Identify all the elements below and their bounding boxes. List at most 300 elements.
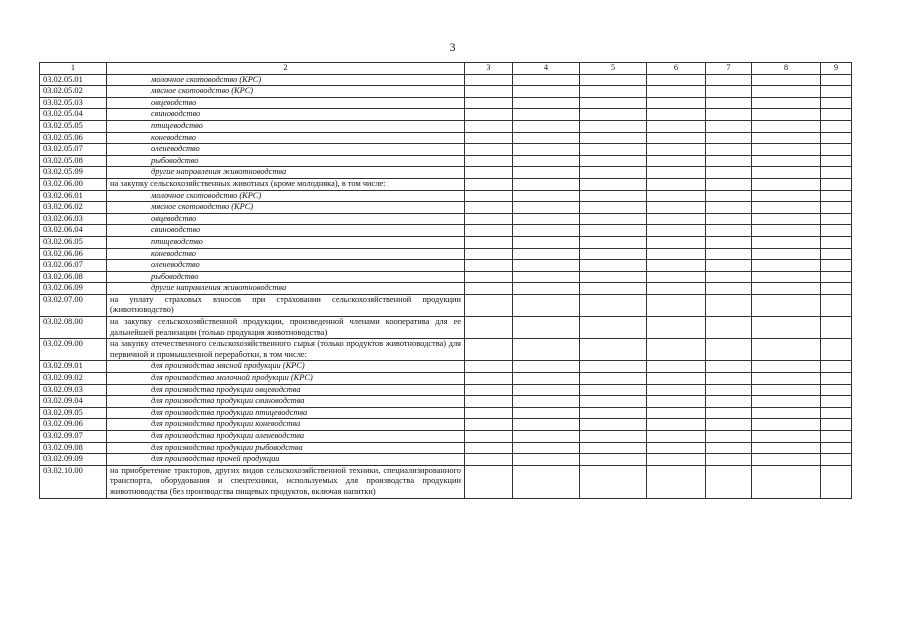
value-cell (647, 396, 706, 408)
table-row (40, 213, 852, 225)
value-cell (821, 190, 852, 202)
row-code: 03.02.05.06 (40, 132, 107, 144)
value-cell (580, 190, 647, 202)
value-cell (821, 213, 852, 225)
value-cell (752, 202, 821, 214)
value-cell (821, 109, 852, 121)
value-cell (513, 407, 580, 419)
value-cell (465, 86, 513, 98)
row-name: коневодство (107, 132, 465, 144)
row-code: 03.02.06.02 (40, 202, 107, 214)
value-cell (706, 225, 752, 237)
column-header: 3 (465, 63, 513, 75)
value-cell (513, 454, 580, 466)
value-cell (647, 419, 706, 431)
row-code: 03.02.09.09 (40, 454, 107, 466)
value-cell (821, 396, 852, 408)
column-header: 5 (580, 63, 647, 75)
value-cell (821, 74, 852, 86)
report-table (39, 62, 852, 499)
row-code: 03.02.09.05 (40, 407, 107, 419)
value-cell (706, 155, 752, 167)
row-name: другие направления животноводства (107, 283, 465, 295)
row-name: для производства продукции свиноводства (107, 396, 465, 408)
table-row (40, 373, 852, 385)
value-cell (513, 384, 580, 396)
row-code: 03.02.05.03 (40, 97, 107, 109)
page-number: 3 (449, 40, 456, 54)
row-code: 03.02.10.00 (40, 465, 107, 498)
table-row (40, 454, 852, 466)
value-cell (513, 283, 580, 295)
value-cell (706, 190, 752, 202)
value-cell (580, 109, 647, 121)
value-cell (821, 97, 852, 109)
row-code: 03.02.09.06 (40, 419, 107, 431)
value-cell (513, 74, 580, 86)
row-code: 03.02.05.09 (40, 167, 107, 179)
value-cell (752, 109, 821, 121)
value-cell (706, 283, 752, 295)
value-cell (580, 86, 647, 98)
row-code: 03.02.05.05 (40, 120, 107, 132)
row-code: 03.02.08.00 (40, 317, 107, 339)
row-code: 03.02.05.08 (40, 155, 107, 167)
row-name: рыбоводство (107, 155, 465, 167)
value-cell (580, 202, 647, 214)
table-row (40, 407, 852, 419)
value-cell (752, 132, 821, 144)
table-row (40, 167, 852, 179)
column-header: 1 (40, 63, 107, 75)
table-row (40, 190, 852, 202)
value-cell (647, 384, 706, 396)
value-cell (706, 167, 752, 179)
column-header: 7 (706, 63, 752, 75)
value-cell (821, 294, 852, 316)
value-cell (821, 419, 852, 431)
value-cell (465, 339, 513, 361)
value-cell (752, 271, 821, 283)
value-cell (752, 260, 821, 272)
value-cell (706, 396, 752, 408)
table-row (40, 271, 852, 283)
value-cell (706, 236, 752, 248)
value-cell (706, 202, 752, 214)
value-cell (752, 225, 821, 237)
value-cell (513, 144, 580, 156)
value-cell (821, 225, 852, 237)
value-cell (752, 339, 821, 361)
column-header: 6 (647, 63, 706, 75)
value-cell (465, 132, 513, 144)
value-cell (706, 260, 752, 272)
value-cell (513, 109, 580, 121)
value-cell (821, 407, 852, 419)
value-cell (752, 167, 821, 179)
table-body (40, 74, 852, 498)
row-name: для производства прочей продукции (107, 454, 465, 466)
value-cell (821, 132, 852, 144)
table-row (40, 317, 852, 339)
value-cell (706, 431, 752, 443)
table-row (40, 120, 852, 132)
value-cell (821, 465, 852, 498)
column-header: 8 (752, 63, 821, 75)
value-cell (706, 407, 752, 419)
value-cell (706, 465, 752, 498)
value-cell (821, 236, 852, 248)
value-cell (706, 86, 752, 98)
value-cell (580, 144, 647, 156)
value-cell (647, 465, 706, 498)
value-cell (752, 236, 821, 248)
row-name: оленеводство (107, 260, 465, 272)
value-cell (513, 294, 580, 316)
value-cell (706, 271, 752, 283)
row-name: для производства молочной продукции (КРС) (107, 373, 465, 385)
table-row (40, 132, 852, 144)
value-cell (580, 74, 647, 86)
table-row (40, 144, 852, 156)
value-cell (647, 454, 706, 466)
value-cell (580, 294, 647, 316)
value-cell (647, 155, 706, 167)
value-cell (580, 442, 647, 454)
value-cell (821, 260, 852, 272)
row-name: овцеводство (107, 97, 465, 109)
row-name: молочное скотоводство (КРС) (107, 74, 465, 86)
value-cell (465, 109, 513, 121)
value-cell (465, 373, 513, 385)
value-cell (465, 260, 513, 272)
table-row (40, 202, 852, 214)
value-cell (647, 294, 706, 316)
value-cell (580, 317, 647, 339)
value-cell (752, 97, 821, 109)
value-cell (821, 431, 852, 443)
row-name: на закупку сельскохозяйственной продукции, произведенной членами кооператива для ее дальнейшей реализации (только продукция животноводства) (107, 317, 465, 339)
value-cell (821, 339, 852, 361)
table-row (40, 225, 852, 237)
value-cell (513, 236, 580, 248)
value-cell (513, 97, 580, 109)
value-cell (580, 407, 647, 419)
row-name: молочное скотоводство (КРС) (107, 190, 465, 202)
table-row (40, 465, 852, 498)
table-row (40, 109, 852, 121)
value-cell (465, 419, 513, 431)
row-code: 03.02.09.00 (40, 339, 107, 361)
value-cell (465, 248, 513, 260)
row-code: 03.02.09.03 (40, 384, 107, 396)
value-cell (513, 167, 580, 179)
value-cell (821, 361, 852, 373)
row-code: 03.02.06.07 (40, 260, 107, 272)
table-row (40, 361, 852, 373)
value-cell (647, 97, 706, 109)
value-cell (580, 213, 647, 225)
value-cell (647, 120, 706, 132)
value-cell (465, 236, 513, 248)
value-cell (647, 442, 706, 454)
row-name: птицеводство (107, 120, 465, 132)
row-code: 03.02.09.08 (40, 442, 107, 454)
value-cell (513, 419, 580, 431)
value-cell (580, 225, 647, 237)
value-cell (821, 373, 852, 385)
value-cell (513, 271, 580, 283)
value-cell (647, 167, 706, 179)
row-name: коневодство (107, 248, 465, 260)
value-cell (580, 465, 647, 498)
value-cell (706, 97, 752, 109)
row-code: 03.02.06.06 (40, 248, 107, 260)
table-row (40, 419, 852, 431)
value-cell (706, 74, 752, 86)
value-cell (821, 144, 852, 156)
row-name: овцеводство (107, 213, 465, 225)
value-cell (752, 155, 821, 167)
value-cell (580, 120, 647, 132)
value-cell (821, 454, 852, 466)
value-cell (706, 373, 752, 385)
row-code: 03.02.06.08 (40, 271, 107, 283)
row-code: 03.02.06.04 (40, 225, 107, 237)
table-row (40, 294, 852, 316)
value-cell (752, 74, 821, 86)
value-cell (465, 431, 513, 443)
value-cell (821, 86, 852, 98)
column-header: 4 (513, 63, 580, 75)
value-cell (647, 317, 706, 339)
row-name: птицеводство (107, 236, 465, 248)
value-cell (580, 248, 647, 260)
row-name: для производства продукции рыбоводства (107, 442, 465, 454)
value-cell (706, 454, 752, 466)
value-cell (580, 132, 647, 144)
value-cell (647, 407, 706, 419)
table-row (40, 384, 852, 396)
row-name: свиноводство (107, 225, 465, 237)
table-row (40, 74, 852, 86)
row-code: 03.02.09.02 (40, 373, 107, 385)
value-cell (706, 144, 752, 156)
column-header: 2 (107, 63, 465, 75)
value-cell (752, 442, 821, 454)
value-cell (465, 384, 513, 396)
value-cell (647, 236, 706, 248)
value-cell (465, 190, 513, 202)
value-cell (580, 361, 647, 373)
value-cell (513, 317, 580, 339)
value-cell (752, 361, 821, 373)
row-code: 03.02.09.01 (40, 361, 107, 373)
row-code: 03.02.06.03 (40, 213, 107, 225)
row-name: для производства мясной продукции (КРС) (107, 361, 465, 373)
value-cell (647, 431, 706, 443)
value-cell (513, 190, 580, 202)
value-cell (513, 442, 580, 454)
row-name: мясное скотоводство (КРС) (107, 202, 465, 214)
value-cell (513, 431, 580, 443)
value-cell (647, 283, 706, 295)
value-cell (465, 317, 513, 339)
value-cell (647, 109, 706, 121)
value-cell (465, 407, 513, 419)
value-cell (580, 339, 647, 361)
value-cell (513, 225, 580, 237)
value-cell (513, 120, 580, 132)
value-cell (821, 442, 852, 454)
value-cell (580, 271, 647, 283)
value-cell (513, 248, 580, 260)
row-name: для производства продукции коневодства (107, 419, 465, 431)
value-cell (647, 132, 706, 144)
value-cell (647, 339, 706, 361)
row-code: 03.02.07.00 (40, 294, 107, 316)
value-cell (821, 202, 852, 214)
row-name: на закупку отечественного сельскохозяйственного сырья (только продуктов животноводства) для первичной и промышленной переработки, в том числе: (107, 339, 465, 361)
value-cell (706, 178, 752, 190)
value-cell (647, 178, 706, 190)
value-cell (821, 178, 852, 190)
value-cell (513, 202, 580, 214)
value-cell (647, 190, 706, 202)
value-cell (580, 260, 647, 272)
value-cell (580, 454, 647, 466)
value-cell (513, 260, 580, 272)
value-cell (513, 361, 580, 373)
value-cell (647, 213, 706, 225)
row-name: другие направления животноводства (107, 167, 465, 179)
row-name: для производства продукции овцеводства (107, 384, 465, 396)
value-cell (821, 248, 852, 260)
value-cell (465, 74, 513, 86)
value-cell (647, 373, 706, 385)
value-cell (580, 97, 647, 109)
value-cell (821, 167, 852, 179)
table-row (40, 86, 852, 98)
row-name: для производства продукции птицеводства (107, 407, 465, 419)
value-cell (580, 431, 647, 443)
value-cell (513, 339, 580, 361)
table-row (40, 260, 852, 272)
row-code: 03.02.06.05 (40, 236, 107, 248)
value-cell (647, 361, 706, 373)
value-cell (465, 144, 513, 156)
value-cell (821, 120, 852, 132)
column-header: 9 (821, 63, 852, 75)
value-cell (465, 283, 513, 295)
row-name: на уплату страховых взносов при страховании сельскохозяйственной продукции (животноводство) (107, 294, 465, 316)
value-cell (706, 442, 752, 454)
value-cell (752, 373, 821, 385)
value-cell (580, 236, 647, 248)
value-cell (821, 384, 852, 396)
value-cell (465, 361, 513, 373)
row-name: на закупку сельскохозяйственных животных (кроме молодняка), в том числе: (107, 178, 465, 190)
value-cell (752, 431, 821, 443)
value-cell (580, 155, 647, 167)
table-row (40, 97, 852, 109)
table-row (40, 248, 852, 260)
row-code: 03.02.05.01 (40, 74, 107, 86)
row-code: 03.02.05.04 (40, 109, 107, 121)
value-cell (465, 294, 513, 316)
value-cell (513, 86, 580, 98)
row-name: оленеводство (107, 144, 465, 156)
value-cell (647, 202, 706, 214)
value-cell (647, 144, 706, 156)
value-cell (752, 120, 821, 132)
value-cell (465, 225, 513, 237)
row-code: 03.02.06.09 (40, 283, 107, 295)
value-cell (513, 213, 580, 225)
value-cell (752, 283, 821, 295)
value-cell (465, 167, 513, 179)
value-cell (465, 442, 513, 454)
value-cell (706, 132, 752, 144)
value-cell (580, 178, 647, 190)
value-cell (580, 384, 647, 396)
value-cell (821, 317, 852, 339)
row-name: свиноводство (107, 109, 465, 121)
value-cell (513, 465, 580, 498)
value-cell (647, 86, 706, 98)
row-name: для производства продукции оленеводства (107, 431, 465, 443)
value-cell (647, 271, 706, 283)
value-cell (752, 190, 821, 202)
value-cell (706, 120, 752, 132)
value-cell (752, 384, 821, 396)
value-cell (706, 384, 752, 396)
value-cell (580, 396, 647, 408)
value-cell (752, 178, 821, 190)
value-cell (513, 178, 580, 190)
table-row (40, 283, 852, 295)
value-cell (465, 396, 513, 408)
row-code: 03.02.06.01 (40, 190, 107, 202)
value-cell (513, 155, 580, 167)
value-cell (580, 283, 647, 295)
row-code: 03.02.05.07 (40, 144, 107, 156)
row-name: мясное скотоводство (КРС) (107, 86, 465, 98)
value-cell (752, 294, 821, 316)
value-cell (752, 396, 821, 408)
value-cell (706, 361, 752, 373)
value-cell (706, 317, 752, 339)
value-cell (465, 213, 513, 225)
row-code: 03.02.05.02 (40, 86, 107, 98)
row-name: рыбоводство (107, 271, 465, 283)
value-cell (465, 178, 513, 190)
table-row (40, 442, 852, 454)
table-row (40, 236, 852, 248)
value-cell (647, 260, 706, 272)
value-cell (706, 339, 752, 361)
value-cell (465, 202, 513, 214)
value-cell (752, 213, 821, 225)
value-cell (580, 167, 647, 179)
value-cell (465, 454, 513, 466)
row-code: 03.02.06.00 (40, 178, 107, 190)
value-cell (752, 407, 821, 419)
value-cell (465, 271, 513, 283)
value-cell (752, 317, 821, 339)
value-cell (706, 294, 752, 316)
value-cell (706, 109, 752, 121)
